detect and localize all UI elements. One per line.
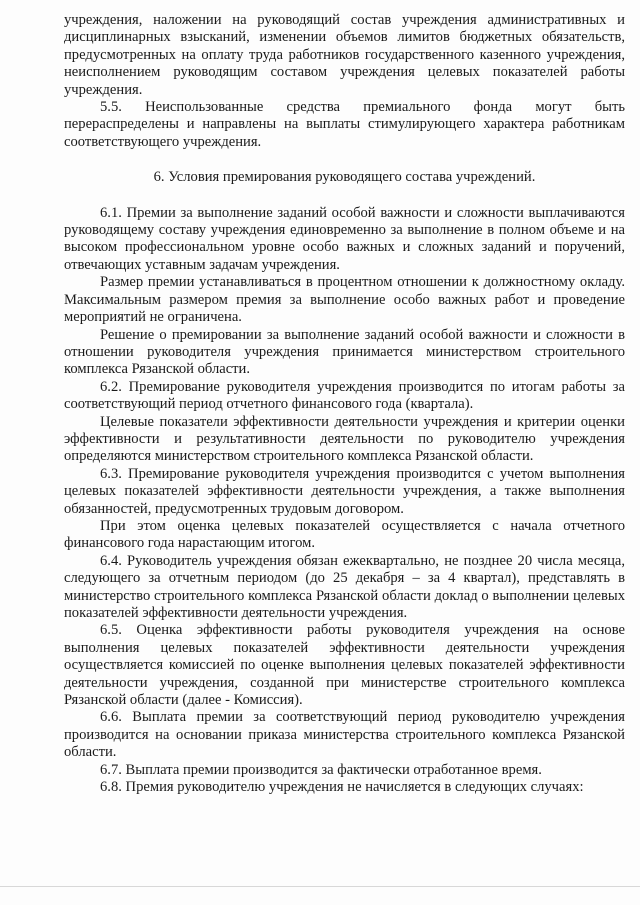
paragraph-5-5: 5.5. Неиспользованные средства премиального фонда могут быть перераспределены и направлены на выплаты стимулирующего характера работникам соответствующего учреждения.: [64, 99, 625, 150]
paragraph-evaluation: При этом оценка целевых показателей осуществляется с начала отчетного финансового года нарастающим итогом.: [64, 517, 625, 552]
paragraph-bonus-size: Размер премии устанавливаться в процентном отношении к должностному окладу. Максимальным размером премия за выполнение особо важных работ и проведение мероприятий не ограничена.: [64, 274, 625, 326]
paragraph-target-indicators: Целевые показатели эффективности деятельности учреждения и критерии оценки эффективности и результативности деятельности по руководителю учреждения определяются министерством строительного комплекса Рязанской области.: [64, 413, 625, 465]
paragraph-6-2: 6.2. Премирование руководителя учреждения производится по итогам работы за соответствующий период отчетного финансового года (квартала).: [64, 378, 625, 413]
paragraph-6-1: 6.1. Премии за выполнение заданий особой важности и сложности выплачиваются руководящему составу учреждения единовременно за выполнение в полном объеме и на высоком профессиональном уровне особо важных и сложных заданий и поручений, отвечающих уставным задачам учреждения.: [64, 204, 625, 273]
document-body: [64, 12, 625, 796]
paragraph-6-5: 6.5. Оценка эффективности работы руководителя учреждения на основе выполнения целевых показателей эффективности деятельности учреждения осуществляется комиссией по оценке выполнения целевых показателей эффективности деятельности учреждения, созданной при министерстве строительного комплекса Рязанской области (далее - Комиссия).: [64, 622, 625, 709]
paragraph-6-7: 6.7. Выплата премии производится за фактически отработанное время.: [100, 761, 542, 778]
section-title: 6. Условия премирования руководящего состава учреждений.: [153, 169, 536, 186]
paragraph-continuation: учреждения, наложении на руководящий состав учреждения административных и дисциплинарных взысканий, изменении объемов лимитов бюджетных обязательств, предусмотренных на оплату труда работников государственного казенного учреждения, неисполнением руководящим составом учреждения целевых показателей работы учреждения.: [64, 12, 625, 98]
paragraph-6-3: 6.3. Премирование руководителя учреждения производится с учетом выполнения целевых показателей эффективности деятельности учреждения, а также выполнения обязанностей, предусмотренных трудовым договором.: [64, 465, 625, 517]
paragraph-6-4: 6.4. Руководитель учреждения обязан ежеквартально, не позднее 20 числа месяца, следующего за отчетным периодом (до 25 декабря – за 4 квартал), представлять в министерство строительного комплекса Рязанской области доклад о выполнении целевых показателей эффективности деятельности учреждения.: [64, 552, 625, 621]
paragraph-6-8: 6.8. Премия руководителю учреждения не начисляется в следующих случаях:: [100, 779, 584, 796]
paragraph-6-6: 6.6. Выплата премии за соответствующий период руководителю учреждения производится на основании приказа министерства строительного комплекса Рязанской области.: [64, 709, 625, 761]
paragraph-bonus-decision: Решение о премировании за выполнение заданий особой важности и сложности в отношении руководителя учреждения принимается министерством строительного комплекса Рязанской области.: [64, 326, 625, 378]
page-bottom-rule: [0, 886, 640, 887]
